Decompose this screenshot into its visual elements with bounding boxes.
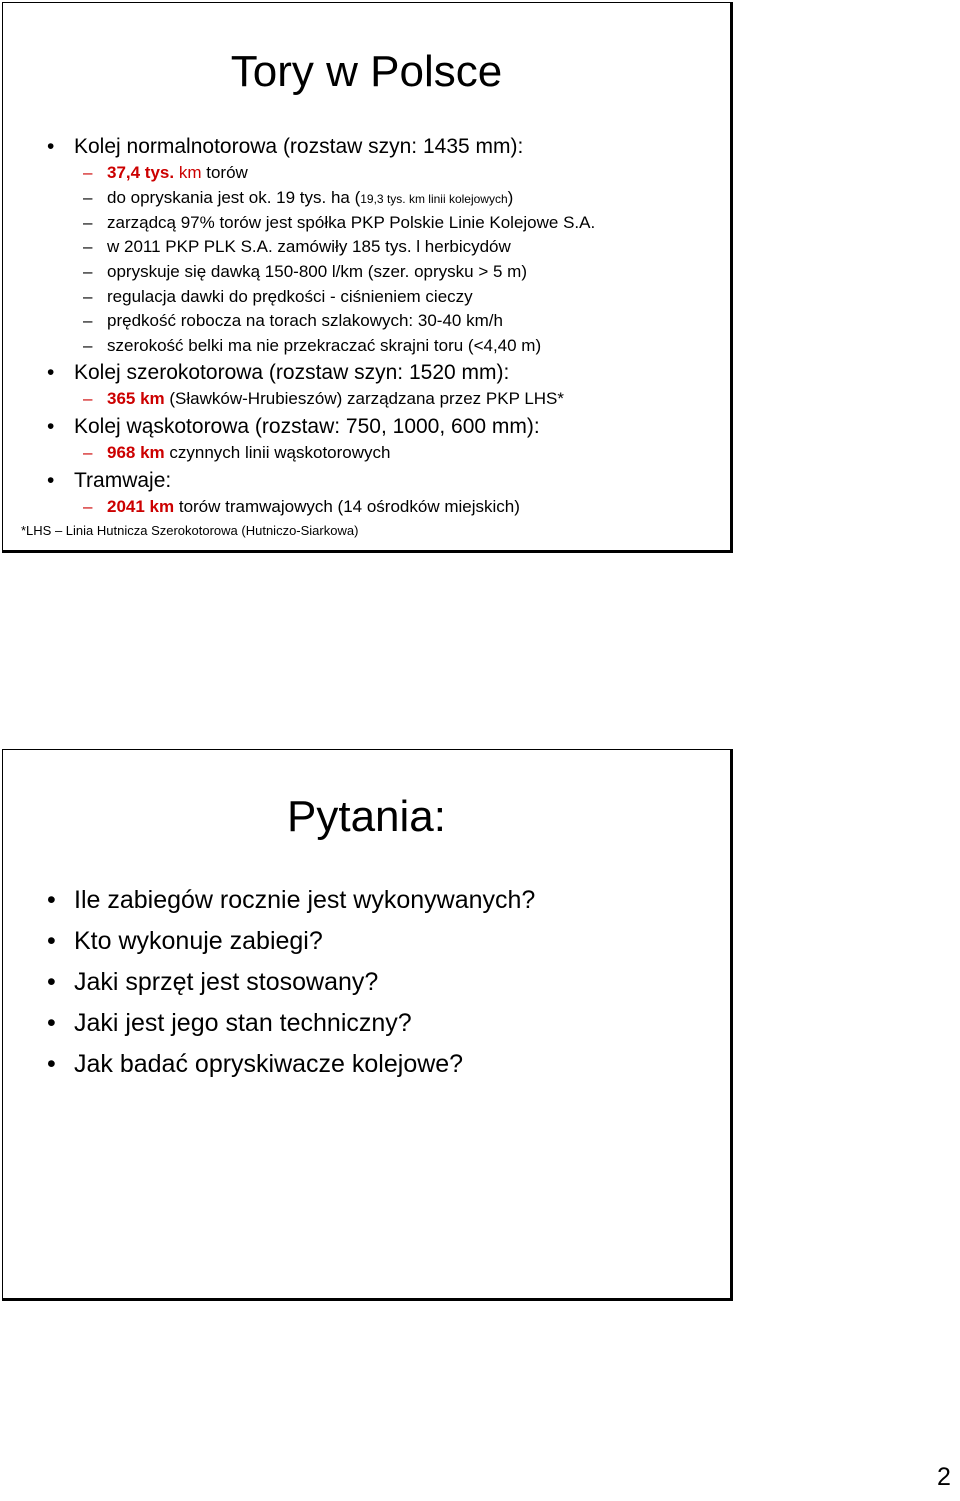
dash-icon: –: [83, 389, 93, 408]
dash-icon: –: [83, 262, 93, 281]
footnote: *LHS – Linia Hutnicza Szerokotorowa (Hutniczo-Siarkowa): [21, 523, 359, 538]
bullet-icon: •: [47, 886, 56, 914]
slide-title: Tory w Polsce: [230, 47, 503, 96]
bullet-icon: •: [47, 1050, 56, 1078]
dash-icon: –: [83, 497, 93, 516]
dash-icon: –: [83, 443, 93, 462]
bullet-icon: •: [47, 968, 56, 996]
bullet-icon: •: [47, 135, 55, 158]
dash-icon: –: [83, 287, 93, 306]
dash-icon: –: [83, 311, 93, 330]
slide-tory-w-polsce: Tory w Polsce • Kolej normalnotorowa (rozstaw szyn: 1435 mm): – 37,4 tys. km torów – do opryskania jest ok. 19 tys. ha (19,3 tys. km linii kolejowych) – zarządcą 97% torów jest spółka PKP Polskie Linie Kolejowe S.A. – w 2011 PKP PLK S.A. zamówiły 185 tys. l herbicydów – opryskuje się dawką 150-800 l/km (szer. oprysku > 5 m) – regulacja dawki do prędkości - ciśnieniem cieczy – prędkość robocza na torach szlakowych: 30-40 km/h – szerokość belki ma nie przekraczać skrajni toru (<4,40 m) • Kolej szerokotorowa (rozstaw szyn: 1520 mm): – 365 km (Sławków-Hrubieszów) zarządzana przez PKP LHS* • Kolej wąskotorowa (rozstaw: 750, 1000, 600 mm): – 968 km czynnych linii wąskotorowych • Tramwaje: – 2041 km torów tramwajowych (14 ośrodków miejskich) *LHS – Linia Hutnicza Szerokotorowa (Hutniczo-Siarkowa): [2, 2, 733, 553]
dash-icon: –: [83, 237, 93, 256]
bullet-icon: •: [47, 361, 55, 384]
bullet-icon: •: [47, 469, 55, 492]
dash-icon: –: [83, 188, 93, 207]
dash-icon: –: [83, 163, 93, 182]
dash-icon: –: [83, 213, 93, 232]
page-number: 2: [937, 1463, 951, 1491]
bullet-icon: •: [47, 415, 55, 438]
dash-icon: –: [83, 336, 93, 355]
slide-pytania: Pytania: • Ile zabiegów rocznie jest wykonywanych? • Kto wykonuje zabiegi? • Jaki sprzęt jest stosowany? • Jaki jest jego stan techniczny? • Jak badać opryskiwacze kolejowe?: [2, 749, 733, 1301]
bullet-icon: •: [47, 1009, 56, 1037]
bullet-icon: •: [47, 927, 56, 955]
slide-title: Pytania:: [287, 792, 446, 841]
